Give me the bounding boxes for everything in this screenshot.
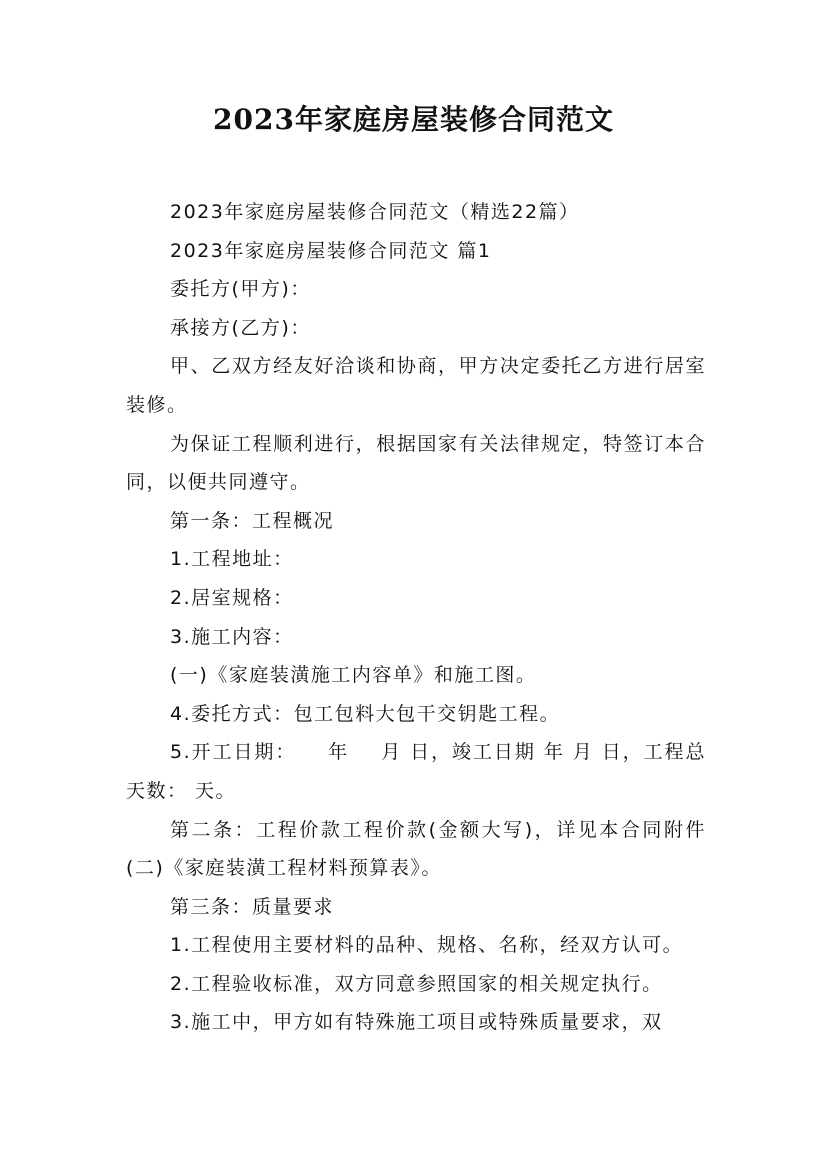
paragraph-quality-1: 1.工程使用主要材料的品种、规格、名称，经双方认可。	[170, 934, 684, 957]
paragraph-item-room-spec: 2.居室规格：	[170, 586, 294, 609]
paragraph-party-b: 承接方(乙方)：	[170, 316, 311, 339]
paragraph-article-2: 第二条：工程价款工程价款(金额大写)，详见本合同附件(二)《家庭装潢工程材料预算表》。	[126, 818, 706, 880]
paragraph-party-a: 委托方(甲方)：	[170, 278, 311, 301]
paragraph-quality-3: 3.施工中，甲方如有特殊施工项目或特殊质量要求，双	[170, 1011, 663, 1034]
paragraph-item-dates: 5.开工日期： 年 月 日，竣工日期 年 月 日，工程总天数： 天。	[126, 741, 706, 802]
paragraph-article-1-heading: 第一条：工程概况	[170, 509, 335, 532]
paragraph-purpose: 为保证工程顺利进行，根据国家有关法律规定，特签订本合同，以便共同遵守。	[126, 432, 706, 494]
document-title: 2023年家庭房屋装修合同范文	[213, 103, 614, 136]
paragraph-item-method: 4.委托方式：包工包料大包干交钥匙工程。	[170, 702, 561, 725]
paragraph-item-address: 1.工程地址：	[170, 548, 294, 571]
paragraph-collection-title: 2023年家庭房屋装修合同范文（精选22篇）	[170, 201, 580, 223]
paragraph-intro: 甲、乙双方经友好洽谈和协商，甲方决定委托乙方进行居室装修。	[126, 355, 706, 416]
paragraph-item-work-content: 3.施工内容：	[170, 625, 294, 648]
paragraph-quality-2: 2.工程验收标准，双方同意参照国家的相关规定执行。	[170, 972, 663, 995]
document-body	[126, 193, 706, 1042]
paragraph-work-list: (一)《家庭装潢施工内容单》和施工图。	[170, 664, 537, 687]
paragraph-section-title: 2023年家庭房屋装修合同范文 篇1	[170, 239, 492, 262]
paragraph-article-3-heading: 第三条：质量要求	[170, 895, 335, 918]
